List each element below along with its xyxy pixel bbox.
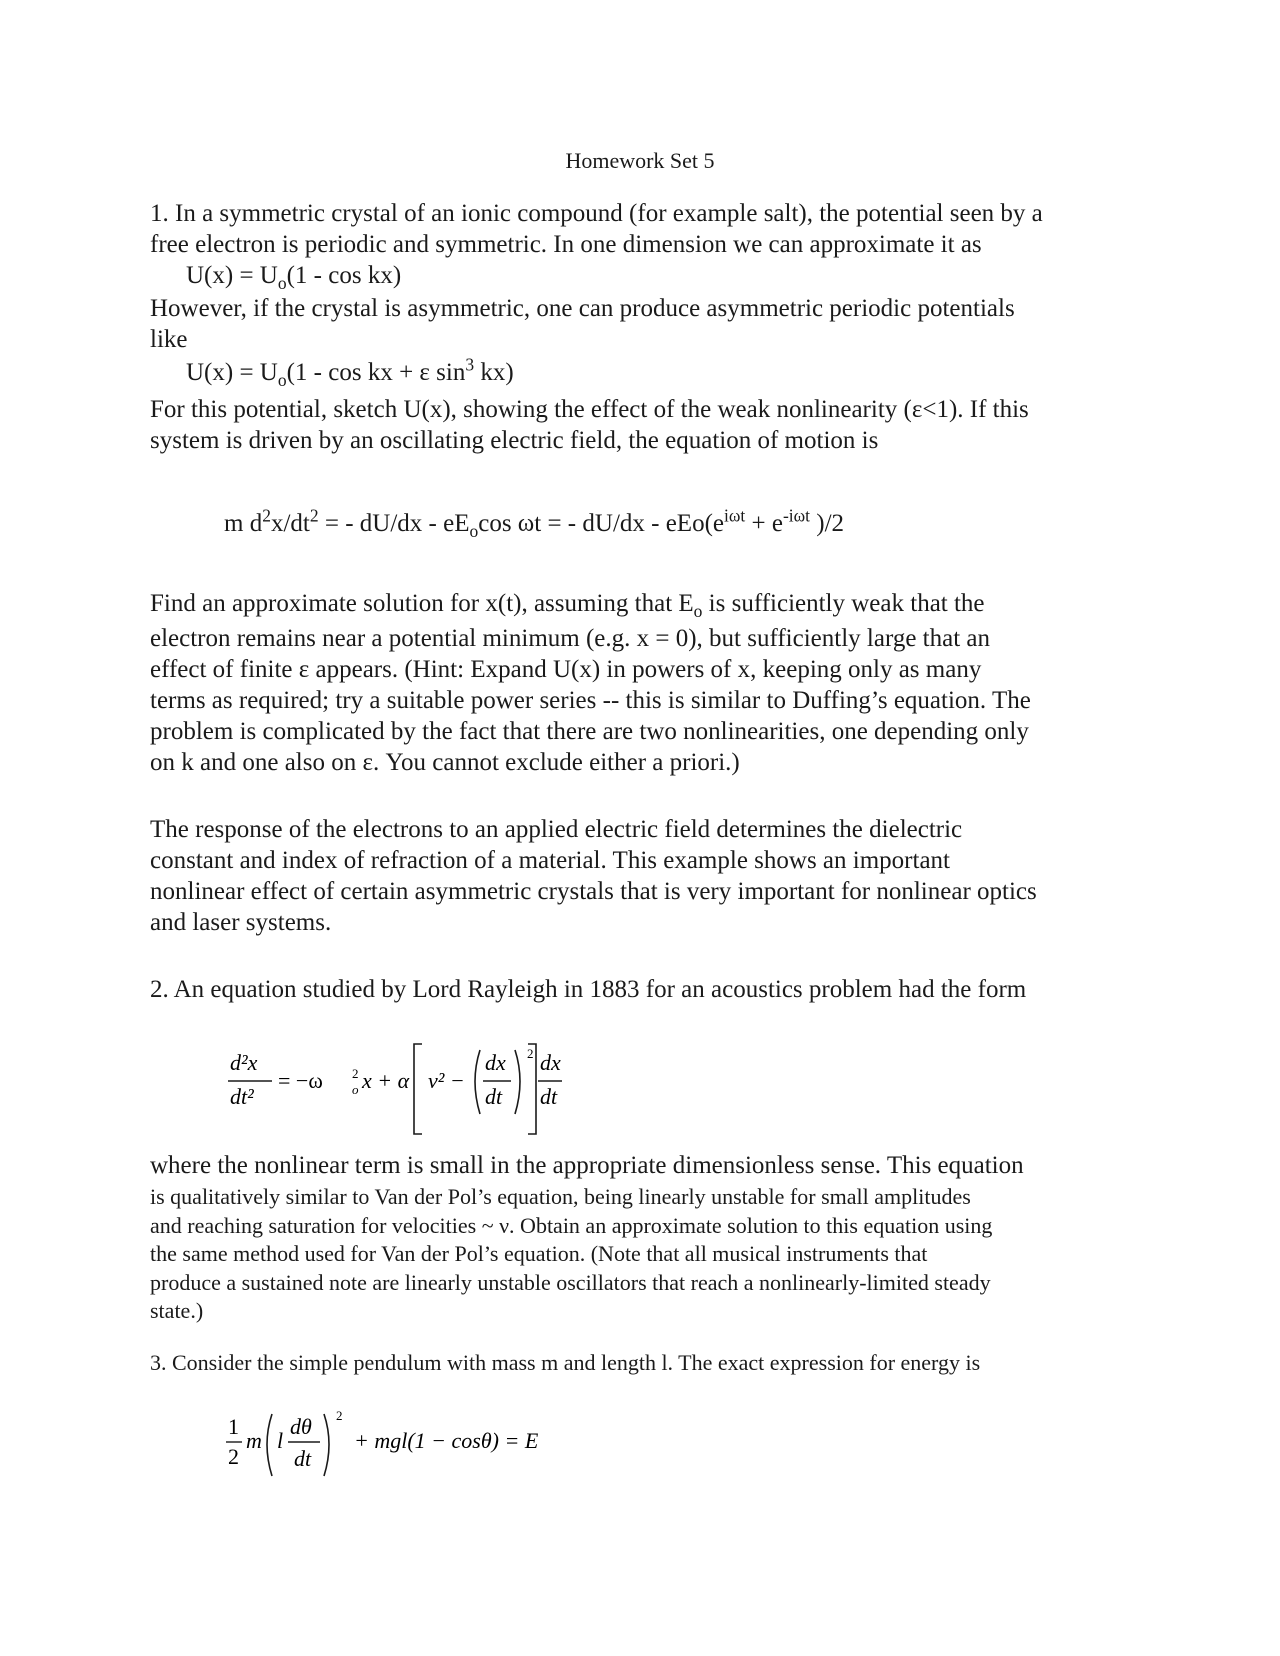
pendulum-energy-equation [222,1404,562,1488]
text-line: and reaching saturation for velocities ~ ν. Obtain an approximate solution to this equation using [150,1212,993,1238]
text-line: 1. In a symmetric crystal of an ionic compound (for example salt), the potential seen by a [150,200,1043,227]
problem1-asymmetric [150,293,1130,388]
eq-dt2: dt² [230,1084,254,1109]
eq-rest: + mgl(1 − cosθ) = E [354,1428,539,1453]
text-line: free electron is periodic and symmetric. In one dimension we can approximate it as [150,231,982,258]
eq-dtheta: dθ [290,1414,312,1439]
text-line: on k and one also on ε. You cannot exclude either a priori.) [150,749,740,776]
text-line: nonlinear effect of certain asymmetric crystals that is very important for nonlinear optics [150,878,1037,905]
problem2-description [150,1150,1130,1181]
eq-dt-2: dt [540,1084,558,1109]
text-line: 3. Consider the simple pendulum with mass m and length l. The exact expression for energy is [150,1350,981,1375]
eq-dt: dt [294,1446,312,1471]
eq-square: 2 [336,1408,343,1423]
text-line: For this potential, sketch U(x), showing the effect of the weak nonlinearity (ε<1). If this [150,396,1029,423]
equation-asymmetric-potential: $U(x) = U_o(1 - \cos$ kx + ε $\sin^3 kx$) [186,354,514,390]
problem1-sketch [150,394,1130,456]
text-line: where the nonlinear term is small in the appropriate dimensionless sense. This equation [150,1152,1024,1179]
eq-m: m [246,1428,262,1453]
text-line: 2. An equation studied by Lord Rayleigh in 1883 for an acoustics problem had the form [150,976,1027,1003]
eq-x-plus-alpha: x + α [362,1068,410,1093]
problem1-response [150,814,1130,938]
text-line: state.) [150,1298,204,1323]
text-line: effect of finite ε appears. (Hint: Expand U(x) in powers of x, keeping only as many [150,656,982,683]
equation-symmetric-potential: $U(x) = U_o(1 - \cos kx)$ [186,262,402,293]
text-line: the same method used for Van der Pol’s equation. (Note that all musical instruments that [150,1241,928,1266]
rayleigh-equation [222,1036,562,1138]
equation-of-motion: m $d^2x/dt^2$ = - $dU/dx - eE_o\cos$ ωt = - $dU/dx - eEo(e^{i\omega t} + e^{-i\omega t}$ )/2 [224,505,845,541]
eq-two: 2 [228,1444,239,1469]
eq-omega-sub: o [352,1082,359,1097]
eq-square: 2 [527,1046,534,1061]
eq-v2-minus: v² − [428,1068,465,1093]
eq-dt: dt [485,1084,503,1109]
problem3-intro [150,1349,1130,1378]
eq-dx: dx [485,1050,506,1075]
text-line: terms as required; try a suitable power series -- this is similar to Duffing’s equation. The [150,687,1031,714]
text-line: and laser systems. [150,909,332,936]
text-line: produce a sustained note are linearly unstable oscillators that reach a nonlinearly-limited steady [150,1269,991,1295]
text-line: Find an approximate solution for x(t), assuming that $E_o$ is sufficiently weak that the [150,590,985,621]
text-line: electron remains near a potential minimum (e.g. x = 0), but sufficiently large that an [150,625,991,652]
text-line: constant and index of refraction of a material. This example shows an important [150,847,950,874]
eq-l: l [277,1428,284,1453]
text-line: However, if the crystal is asymmetric, one can produce asymmetric periodic potentials [150,295,1015,322]
text-line: is qualitatively similar to Van der Pol’s equation, being linearly unstable for small amplitudes [150,1184,971,1209]
text-line: system is driven by an oscillating electric field, the equation of motion is [150,427,879,454]
problem2-intro [150,974,1130,1005]
eq-omega-sup: 2 [352,1066,359,1081]
text-line: problem is complicated by the fact that there are two nonlinearities, one depending only [150,718,1029,745]
problem1-intro [150,198,1130,291]
text-line: like [150,326,188,353]
eq-d2x: d²x [230,1050,258,1075]
page-title: Homework Set 5 [565,148,715,173]
text-line: The response of the electrons to an applied electric field determines the dielectric [150,816,963,843]
problem1-find [150,588,1130,778]
problem2-description-small [150,1183,1130,1326]
eq-one: 1 [228,1414,239,1439]
eq-dx-2: dx [540,1050,561,1075]
eq-minus-omega: = −ω [278,1068,323,1093]
